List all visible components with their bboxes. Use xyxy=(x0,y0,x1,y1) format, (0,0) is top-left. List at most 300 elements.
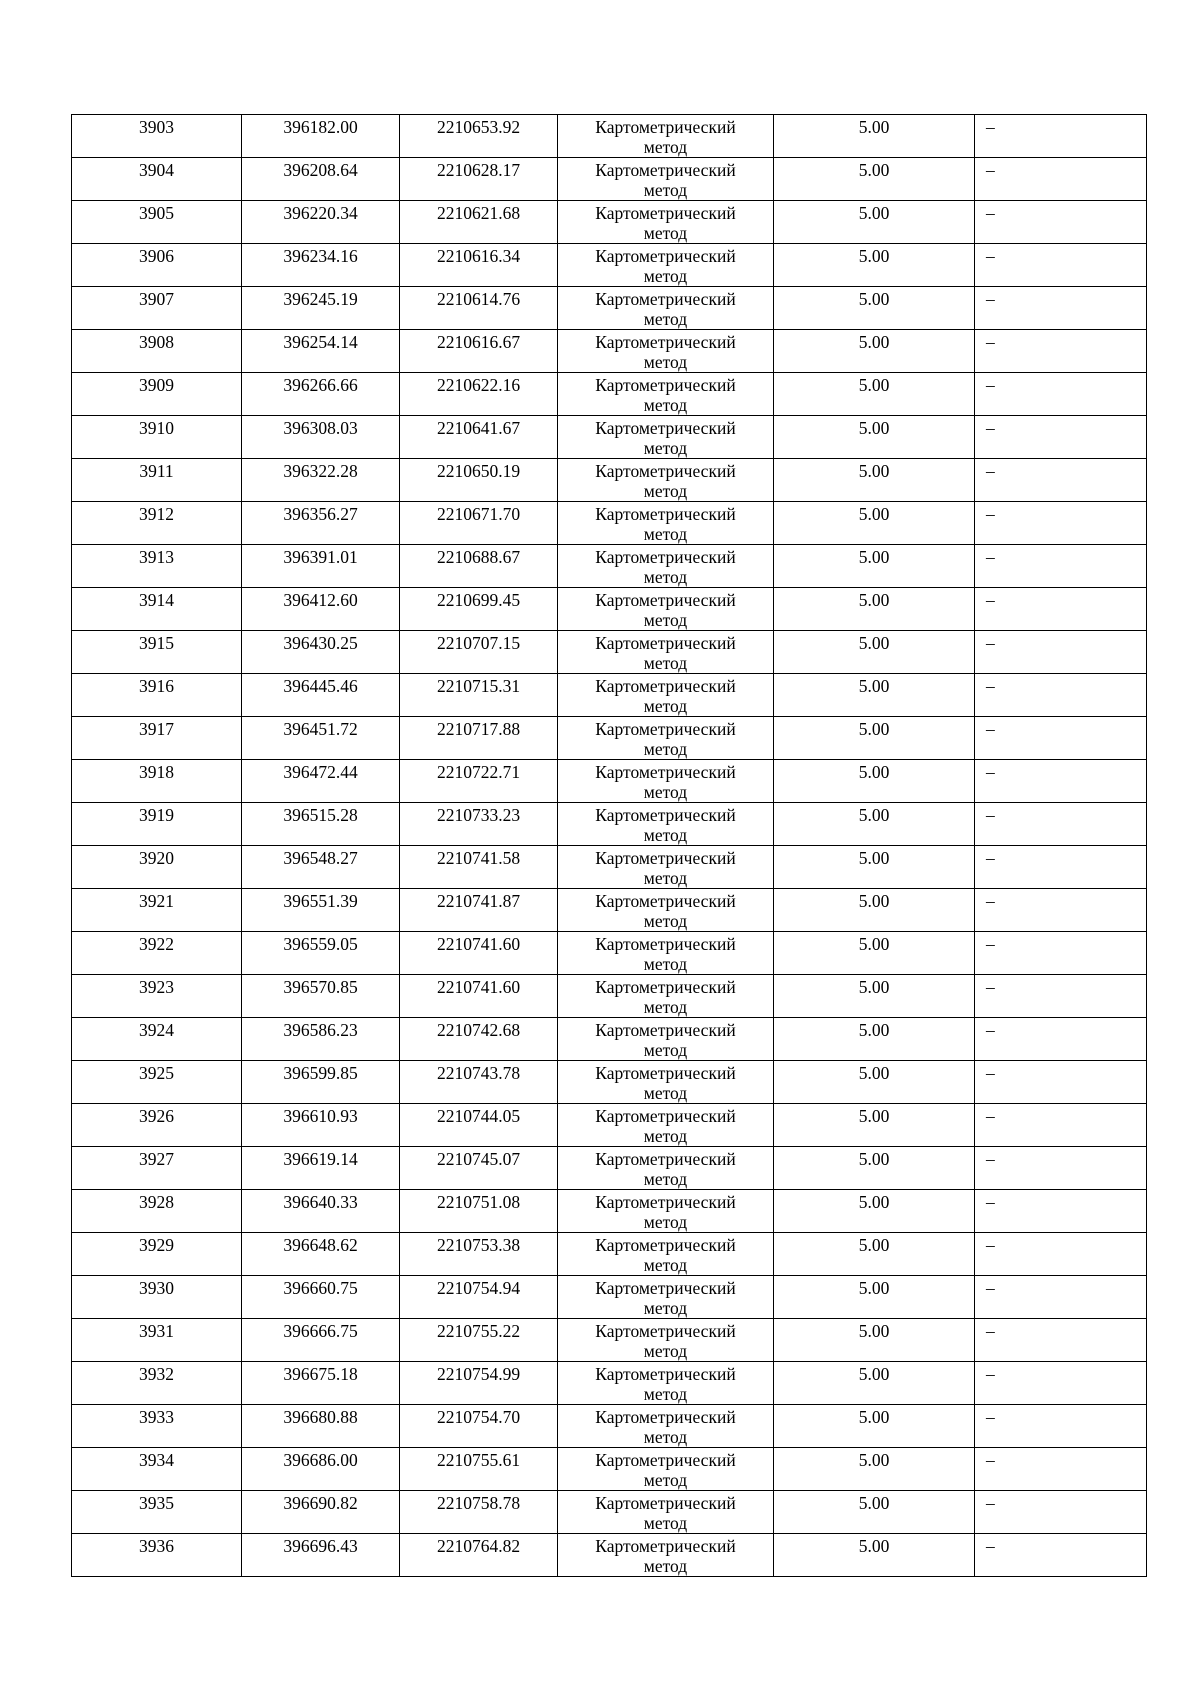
point-number-value: 3913 xyxy=(139,547,174,567)
coordinate-x-cell xyxy=(242,502,400,545)
accuracy-value: 5.00 xyxy=(858,1407,890,1427)
coordinate-x-cell xyxy=(242,889,400,932)
accuracy-value: 5.00 xyxy=(858,375,890,395)
point-number-cell xyxy=(72,1233,242,1276)
method-line-1: Картометрический xyxy=(595,762,736,782)
point-number-cell xyxy=(72,1319,242,1362)
coordinate-y-cell xyxy=(400,1233,558,1276)
accuracy-cell xyxy=(774,889,975,932)
point-number-value: 3912 xyxy=(139,504,174,524)
point-number-value: 3930 xyxy=(139,1278,174,1298)
accuracy-value: 5.00 xyxy=(858,590,890,610)
point-number-value: 3933 xyxy=(139,1407,174,1427)
point-number-value: 3904 xyxy=(139,160,174,180)
method-line-2: метод xyxy=(643,1384,688,1404)
note-cell xyxy=(975,545,1147,588)
accuracy-value: 5.00 xyxy=(858,1450,890,1470)
method-cell xyxy=(558,115,774,158)
accuracy-cell xyxy=(774,459,975,502)
method-line-1: Картометрический xyxy=(595,1192,736,1212)
note-cell xyxy=(975,588,1147,631)
accuracy-value: 5.00 xyxy=(858,719,890,739)
accuracy-value: 5.00 xyxy=(858,1278,890,1298)
point-number-value: 3910 xyxy=(139,418,174,438)
coordinate-x-cell xyxy=(242,1491,400,1534)
point-number-cell xyxy=(72,975,242,1018)
table-row xyxy=(72,201,1147,244)
note-value: – xyxy=(986,461,995,481)
table-row xyxy=(72,631,1147,674)
method-cell xyxy=(558,1448,774,1491)
accuracy-cell xyxy=(774,932,975,975)
table-row xyxy=(72,717,1147,760)
coordinate-x-cell xyxy=(242,932,400,975)
point-number-value: 3909 xyxy=(139,375,174,395)
method-cell xyxy=(558,330,774,373)
coordinates-sheet xyxy=(71,114,1146,1577)
coordinate-y-cell xyxy=(400,158,558,201)
point-number-value: 3911 xyxy=(139,461,174,481)
accuracy-cell xyxy=(774,1233,975,1276)
accuracy-cell xyxy=(774,975,975,1018)
method-line-2: метод xyxy=(643,1513,688,1533)
method-line-2: метод xyxy=(643,954,688,974)
point-number-value: 3920 xyxy=(139,848,174,868)
accuracy-cell xyxy=(774,1190,975,1233)
method-line-2: метод xyxy=(643,696,688,716)
coordinate-x-cell xyxy=(242,416,400,459)
accuracy-cell xyxy=(774,588,975,631)
coordinate-x-value: 396182.00 xyxy=(283,117,358,137)
method-line-2: метод xyxy=(643,653,688,673)
note-cell xyxy=(975,1319,1147,1362)
accuracy-value: 5.00 xyxy=(858,1364,890,1384)
accuracy-cell xyxy=(774,1104,975,1147)
method-line-1: Картометрический xyxy=(595,848,736,868)
method-cell xyxy=(558,416,774,459)
accuracy-cell xyxy=(774,1319,975,1362)
coordinate-y-value: 2210614.76 xyxy=(436,289,521,309)
coordinate-y-value: 2210741.58 xyxy=(436,848,521,868)
point-number-value: 3903 xyxy=(139,117,174,137)
method-cell xyxy=(558,1405,774,1448)
point-number-cell xyxy=(72,674,242,717)
method-line-1: Картометрический xyxy=(595,375,736,395)
accuracy-cell xyxy=(774,803,975,846)
coordinate-x-cell xyxy=(242,975,400,1018)
point-number-value: 3932 xyxy=(139,1364,174,1384)
note-cell xyxy=(975,373,1147,416)
point-number-value: 3906 xyxy=(139,246,174,266)
point-number-value: 3935 xyxy=(139,1493,174,1513)
coordinate-x-cell xyxy=(242,717,400,760)
method-line-1: Картометрический xyxy=(595,547,736,567)
point-number-value: 3918 xyxy=(139,762,174,782)
method-cell xyxy=(558,287,774,330)
table-row xyxy=(72,1319,1147,1362)
point-number-cell xyxy=(72,1190,242,1233)
coordinate-x-value: 396696.43 xyxy=(283,1536,358,1556)
method-cell xyxy=(558,1491,774,1534)
coordinate-y-value: 2210715.31 xyxy=(436,676,521,696)
method-line-2: метод xyxy=(643,825,688,845)
coordinate-y-value: 2210699.45 xyxy=(436,590,521,610)
note-cell xyxy=(975,1104,1147,1147)
point-number-cell xyxy=(72,1018,242,1061)
coordinate-y-cell xyxy=(400,975,558,1018)
note-cell xyxy=(975,158,1147,201)
table-row xyxy=(72,115,1147,158)
coordinate-x-value: 396308.03 xyxy=(283,418,358,438)
note-cell xyxy=(975,1362,1147,1405)
method-cell xyxy=(558,1362,774,1405)
accuracy-value: 5.00 xyxy=(858,1536,890,1556)
method-line-2: метод xyxy=(643,1169,688,1189)
coordinate-y-cell xyxy=(400,1319,558,1362)
coordinate-x-cell xyxy=(242,1362,400,1405)
method-cell xyxy=(558,932,774,975)
coordinates-table xyxy=(71,114,1147,1577)
method-line-1: Картометрический xyxy=(595,246,736,266)
note-value: – xyxy=(986,1192,995,1212)
table-row xyxy=(72,1104,1147,1147)
method-line-2: метод xyxy=(643,1556,688,1576)
coordinate-y-cell xyxy=(400,459,558,502)
method-line-2: метод xyxy=(643,1470,688,1490)
coordinate-y-cell xyxy=(400,932,558,975)
note-value: – xyxy=(986,504,995,524)
point-number-value: 3905 xyxy=(139,203,174,223)
coordinate-x-value: 396551.39 xyxy=(283,891,358,911)
table-row xyxy=(72,1534,1147,1577)
accuracy-value: 5.00 xyxy=(858,117,890,137)
coordinate-x-cell xyxy=(242,674,400,717)
method-line-2: метод xyxy=(643,395,688,415)
coordinate-x-cell xyxy=(242,287,400,330)
note-value: – xyxy=(986,1450,995,1470)
point-number-value: 3931 xyxy=(139,1321,174,1341)
method-line-1: Картометрический xyxy=(595,934,736,954)
point-number-cell xyxy=(72,760,242,803)
note-cell xyxy=(975,932,1147,975)
note-cell xyxy=(975,717,1147,760)
coordinate-x-value: 396220.34 xyxy=(283,203,358,223)
note-value: – xyxy=(986,633,995,653)
accuracy-cell xyxy=(774,373,975,416)
coordinate-y-value: 2210741.60 xyxy=(436,977,521,997)
point-number-cell xyxy=(72,373,242,416)
coordinate-y-cell xyxy=(400,244,558,287)
note-value: – xyxy=(986,1321,995,1341)
note-value: – xyxy=(986,1149,995,1169)
method-cell xyxy=(558,158,774,201)
coordinate-y-value: 2210650.19 xyxy=(436,461,521,481)
method-line-1: Картометрический xyxy=(595,676,736,696)
coordinate-x-value: 396610.93 xyxy=(283,1106,358,1126)
note-cell xyxy=(975,1190,1147,1233)
coordinate-x-value: 396245.19 xyxy=(283,289,358,309)
coordinate-x-value: 396570.85 xyxy=(283,977,358,997)
method-cell xyxy=(558,674,774,717)
point-number-value: 3927 xyxy=(139,1149,174,1169)
accuracy-cell xyxy=(774,717,975,760)
coordinate-x-cell xyxy=(242,459,400,502)
point-number-value: 3929 xyxy=(139,1235,174,1255)
coordinate-x-value: 396254.14 xyxy=(283,332,358,352)
method-line-1: Картометрический xyxy=(595,633,736,653)
method-line-2: метод xyxy=(643,266,688,286)
note-value: – xyxy=(986,1493,995,1513)
accuracy-cell xyxy=(774,287,975,330)
coordinate-y-value: 2210671.70 xyxy=(436,504,521,524)
point-number-value: 3915 xyxy=(139,633,174,653)
table-row xyxy=(72,1147,1147,1190)
point-number-cell xyxy=(72,115,242,158)
method-cell xyxy=(558,201,774,244)
table-body xyxy=(72,115,1147,1577)
note-value: – xyxy=(986,246,995,266)
coordinate-x-cell xyxy=(242,1448,400,1491)
point-number-value: 3916 xyxy=(139,676,174,696)
coordinate-y-cell xyxy=(400,201,558,244)
note-value: – xyxy=(986,1364,995,1384)
coordinate-y-value: 2210641.67 xyxy=(436,418,521,438)
accuracy-value: 5.00 xyxy=(858,160,890,180)
coordinate-y-value: 2210653.92 xyxy=(436,117,521,137)
point-number-value: 3924 xyxy=(139,1020,174,1040)
note-cell xyxy=(975,287,1147,330)
point-number-value: 3926 xyxy=(139,1106,174,1126)
method-line-2: метод xyxy=(643,1126,688,1146)
note-cell xyxy=(975,803,1147,846)
method-line-1: Картометрический xyxy=(595,117,736,137)
point-number-cell xyxy=(72,502,242,545)
table-row xyxy=(72,760,1147,803)
coordinate-y-value: 2210741.60 xyxy=(436,934,521,954)
method-line-2: метод xyxy=(643,567,688,587)
accuracy-value: 5.00 xyxy=(858,1149,890,1169)
note-cell xyxy=(975,416,1147,459)
note-cell xyxy=(975,330,1147,373)
coordinate-y-cell xyxy=(400,545,558,588)
point-number-cell xyxy=(72,1491,242,1534)
point-number-cell xyxy=(72,158,242,201)
note-value: – xyxy=(986,805,995,825)
point-number-cell xyxy=(72,803,242,846)
coordinate-y-cell xyxy=(400,416,558,459)
method-line-1: Картометрический xyxy=(595,1020,736,1040)
table-row xyxy=(72,889,1147,932)
method-cell xyxy=(558,803,774,846)
point-number-cell xyxy=(72,889,242,932)
method-line-1: Картометрический xyxy=(595,289,736,309)
coordinate-y-value: 2210621.68 xyxy=(436,203,521,223)
coordinate-x-value: 396690.82 xyxy=(283,1493,358,1513)
coordinate-x-value: 396430.25 xyxy=(283,633,358,653)
point-number-cell xyxy=(72,846,242,889)
coordinate-y-cell xyxy=(400,631,558,674)
coordinate-y-cell xyxy=(400,502,558,545)
coordinate-x-value: 396208.64 xyxy=(283,160,358,180)
note-value: – xyxy=(986,590,995,610)
point-number-value: 3922 xyxy=(139,934,174,954)
accuracy-value: 5.00 xyxy=(858,891,890,911)
note-value: – xyxy=(986,160,995,180)
coordinate-y-value: 2210751.08 xyxy=(436,1192,521,1212)
accuracy-value: 5.00 xyxy=(858,332,890,352)
coordinate-y-cell xyxy=(400,803,558,846)
table-row xyxy=(72,1061,1147,1104)
note-value: – xyxy=(986,934,995,954)
coordinate-x-cell xyxy=(242,201,400,244)
coordinate-y-cell xyxy=(400,889,558,932)
coordinate-y-cell xyxy=(400,588,558,631)
coordinate-y-value: 2210745.07 xyxy=(436,1149,521,1169)
method-line-2: метод xyxy=(643,868,688,888)
method-cell xyxy=(558,975,774,1018)
method-line-1: Картометрический xyxy=(595,805,736,825)
coordinate-y-cell xyxy=(400,674,558,717)
method-line-2: метод xyxy=(643,1341,688,1361)
method-line-2: метод xyxy=(643,782,688,802)
note-cell xyxy=(975,631,1147,674)
coordinate-y-value: 2210744.05 xyxy=(436,1106,521,1126)
accuracy-cell xyxy=(774,115,975,158)
method-cell xyxy=(558,1061,774,1104)
table-row xyxy=(72,588,1147,631)
note-value: – xyxy=(986,289,995,309)
note-cell xyxy=(975,674,1147,717)
coordinate-y-value: 2210741.87 xyxy=(436,891,521,911)
coordinate-x-value: 396451.72 xyxy=(283,719,358,739)
coordinate-y-cell xyxy=(400,717,558,760)
point-number-cell xyxy=(72,244,242,287)
note-value: – xyxy=(986,891,995,911)
accuracy-value: 5.00 xyxy=(858,848,890,868)
coordinate-y-cell xyxy=(400,1405,558,1448)
method-line-2: метод xyxy=(643,911,688,931)
method-line-2: метод xyxy=(643,1427,688,1447)
method-cell xyxy=(558,1534,774,1577)
point-number-value: 3934 xyxy=(139,1450,174,1470)
note-cell xyxy=(975,1405,1147,1448)
coordinate-y-cell xyxy=(400,1104,558,1147)
coordinate-y-value: 2210754.70 xyxy=(436,1407,521,1427)
note-value: – xyxy=(986,547,995,567)
coordinate-x-value: 396666.75 xyxy=(283,1321,358,1341)
coordinate-y-cell xyxy=(400,1061,558,1104)
accuracy-value: 5.00 xyxy=(858,461,890,481)
method-line-2: метод xyxy=(643,1298,688,1318)
note-value: – xyxy=(986,1063,995,1083)
coordinate-y-cell xyxy=(400,1190,558,1233)
accuracy-value: 5.00 xyxy=(858,547,890,567)
coordinate-y-cell xyxy=(400,373,558,416)
coordinate-y-cell xyxy=(400,1491,558,1534)
accuracy-value: 5.00 xyxy=(858,805,890,825)
note-value: – xyxy=(986,719,995,739)
method-cell xyxy=(558,545,774,588)
accuracy-cell xyxy=(774,201,975,244)
method-cell xyxy=(558,1233,774,1276)
method-line-1: Картометрический xyxy=(595,1063,736,1083)
method-line-1: Картометрический xyxy=(595,891,736,911)
coordinate-x-value: 396648.62 xyxy=(283,1235,358,1255)
method-line-2: метод xyxy=(643,309,688,329)
accuracy-value: 5.00 xyxy=(858,977,890,997)
method-line-2: метод xyxy=(643,352,688,372)
accuracy-cell xyxy=(774,1276,975,1319)
point-number-value: 3925 xyxy=(139,1063,174,1083)
table-row xyxy=(72,1405,1147,1448)
table-row xyxy=(72,975,1147,1018)
accuracy-cell xyxy=(774,1405,975,1448)
point-number-value: 3936 xyxy=(139,1536,174,1556)
note-value: – xyxy=(986,762,995,782)
method-line-2: метод xyxy=(643,438,688,458)
accuracy-value: 5.00 xyxy=(858,1020,890,1040)
method-line-2: метод xyxy=(643,137,688,157)
method-cell xyxy=(558,846,774,889)
method-cell xyxy=(558,760,774,803)
accuracy-cell xyxy=(774,631,975,674)
coordinate-y-cell xyxy=(400,1362,558,1405)
method-cell xyxy=(558,1018,774,1061)
accuracy-cell xyxy=(774,760,975,803)
point-number-value: 3907 xyxy=(139,289,174,309)
accuracy-cell xyxy=(774,545,975,588)
method-line-2: метод xyxy=(643,223,688,243)
note-cell xyxy=(975,1147,1147,1190)
coordinate-y-cell xyxy=(400,1147,558,1190)
point-number-cell xyxy=(72,631,242,674)
method-line-1: Картометрический xyxy=(595,1106,736,1126)
method-line-1: Картометрический xyxy=(595,418,736,438)
coordinate-x-cell xyxy=(242,1190,400,1233)
table-row xyxy=(72,1491,1147,1534)
note-cell xyxy=(975,115,1147,158)
point-number-value: 3919 xyxy=(139,805,174,825)
accuracy-value: 5.00 xyxy=(858,1063,890,1083)
method-line-1: Картометрический xyxy=(595,203,736,223)
accuracy-value: 5.00 xyxy=(858,1321,890,1341)
coordinate-x-value: 396599.85 xyxy=(283,1063,358,1083)
table-row xyxy=(72,846,1147,889)
note-value: – xyxy=(986,203,995,223)
coordinate-y-cell xyxy=(400,330,558,373)
note-value: – xyxy=(986,1235,995,1255)
coordinate-x-value: 396559.05 xyxy=(283,934,358,954)
coordinate-y-value: 2210628.17 xyxy=(436,160,521,180)
method-line-1: Картометрический xyxy=(595,1536,736,1556)
table-row xyxy=(72,416,1147,459)
accuracy-cell xyxy=(774,1362,975,1405)
method-cell xyxy=(558,631,774,674)
accuracy-value: 5.00 xyxy=(858,1192,890,1212)
table-row xyxy=(72,1233,1147,1276)
point-number-value: 3923 xyxy=(139,977,174,997)
note-cell xyxy=(975,889,1147,932)
coordinate-y-cell xyxy=(400,760,558,803)
accuracy-value: 5.00 xyxy=(858,504,890,524)
note-cell xyxy=(975,1276,1147,1319)
coordinate-x-cell xyxy=(242,545,400,588)
accuracy-cell xyxy=(774,1018,975,1061)
accuracy-value: 5.00 xyxy=(858,246,890,266)
coordinate-y-value: 2210754.94 xyxy=(436,1278,521,1298)
method-line-2: метод xyxy=(643,1212,688,1232)
point-number-cell xyxy=(72,545,242,588)
